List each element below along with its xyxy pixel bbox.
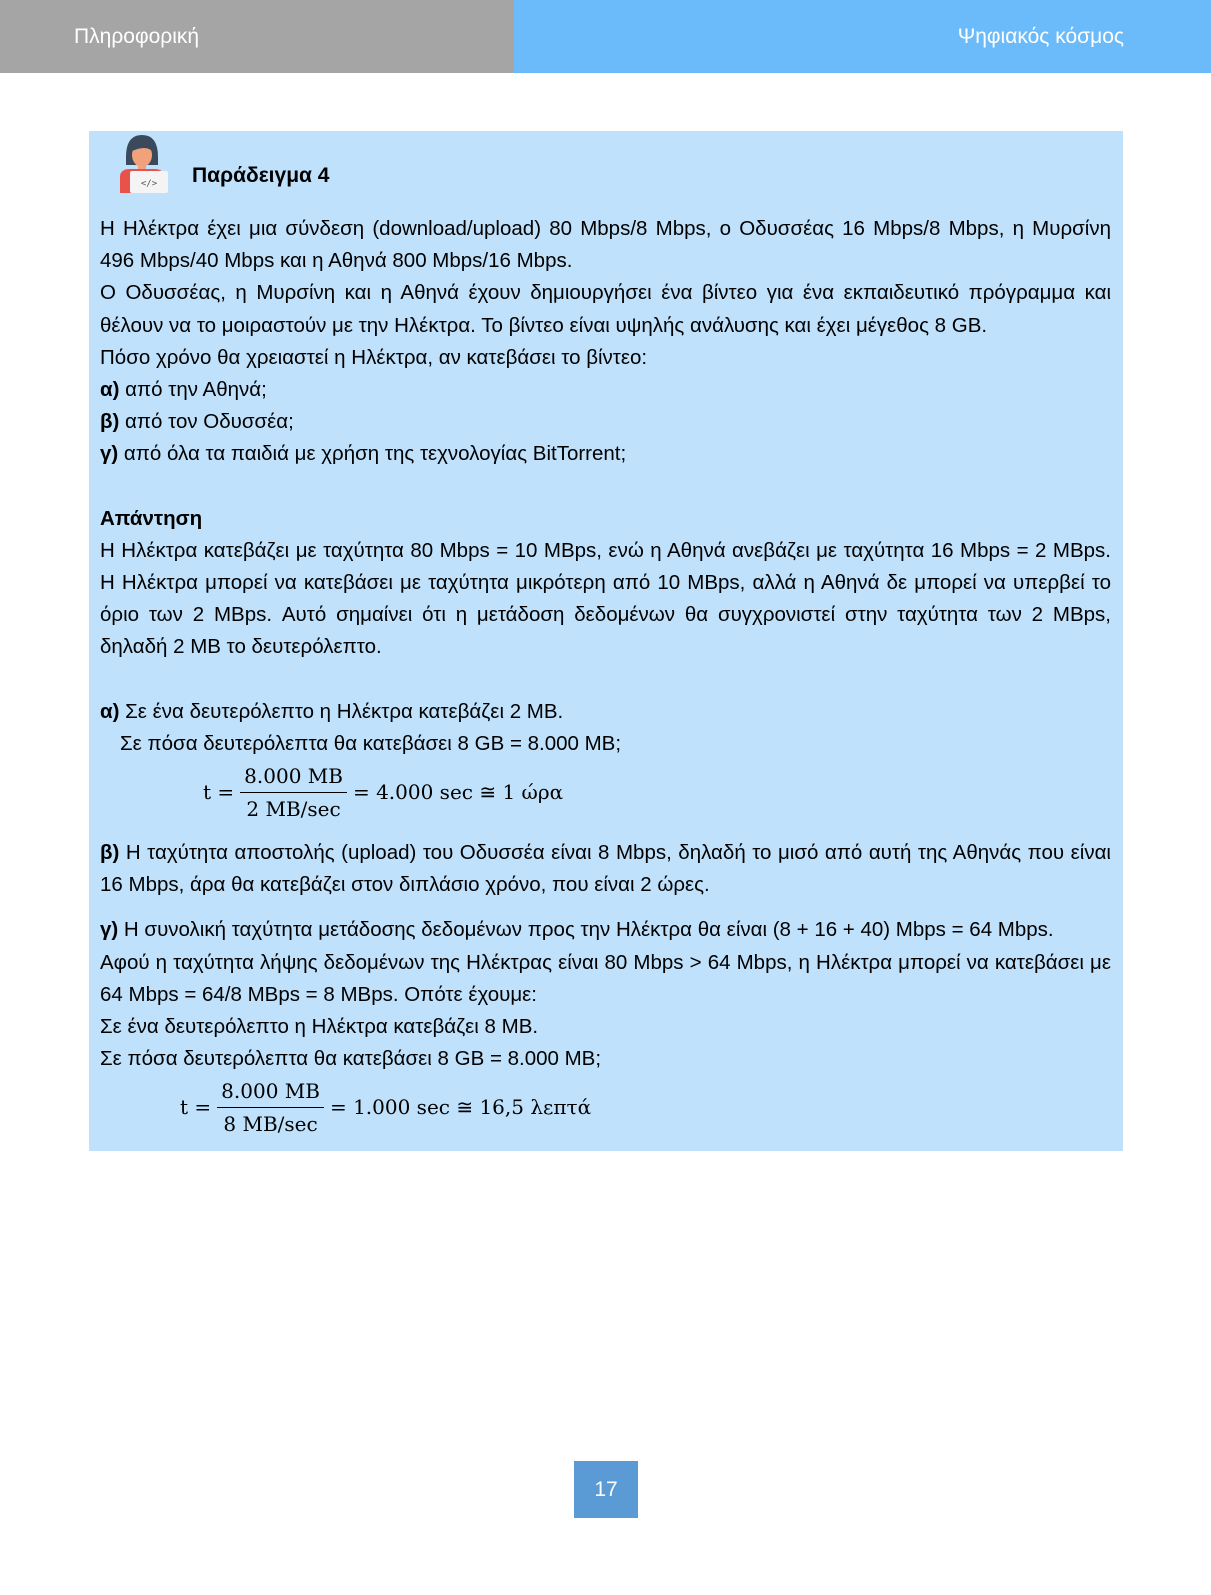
- formula-fraction: [217, 1077, 324, 1138]
- problem-text: Ο Οδυσσέας, η Μυρσίνη και η Αθηνά έχουν δημιουργήσει ένα βίντεο για ένα εκπαιδευτικό πρόγραμμα και θέλουν να το μοιραστούν με την Ηλέκτρα. Το βίντεο είναι υψηλής ανάλυσης και έχει μέγεθος 8 GB.: [100, 281, 1111, 337]
- answer-title: Απάντηση: [100, 506, 203, 530]
- part-b-text: β) Η ταχύτητα αποστολής (upload) του Οδυσσέα είναι 8 Mbps, δηλαδή το μισό από αυτή της Αθηνάς που είναι 16 Mbps, άρα θα κατεβάζει στον διπλάσιο χρόνο, που είναι 2 ώρες.: [100, 841, 1111, 897]
- formula-rhs: = 4.000 sec ≅ 1 ώρα: [352, 780, 564, 805]
- answer-intro: Η Ηλέκτρα κατεβάζει με ταχύτητα 80 Mbps = 10 MBps, ενώ η Αθηνά ανεβάζει με ταχύτητα 16 Mbps = 2 MBps. Η Ηλέκτρα μπορεί να κατεβάσει με ταχύτητα μικρότερη από 10 MBps, αλλά η Αθηνά δε μπορεί να υπερβεί το όριο των 2 MBps. Αυτό σημαίνει ότι η μετάδοση δεδομένων θα συγχρονιστεί στην ταχύτητα των 2 MBps, δηλαδή 2 MB το δευτερόλεπτο.: [100, 538, 1111, 659]
- formula-denominator: 8 MB/sec: [223, 1111, 318, 1136]
- formula-fraction: [240, 762, 347, 823]
- formula-lhs: t =: [180, 1095, 212, 1120]
- formula-a: [100, 760, 1111, 824]
- header-subject: Πληροφορική: [0, 0, 514, 73]
- formula-numerator: 8.000 MB: [217, 1077, 324, 1108]
- part-c-line1: γ) Η συνολική ταχύτητα μετάδοσης δεδομένων προς την Ηλέκτρα θα είναι (8 + 16 + 40) Mbps = 64 Mbps.: [100, 918, 1054, 942]
- part-a-line2: Σε πόσα δευτερόλεπτα θα κατεβάσει 8 GB = 8.000 MB;: [120, 731, 622, 755]
- part-c-line4: Σε πόσα δευτερόλεπτα θα κατεβάσει 8 GB = 8.000 MB;: [100, 1047, 602, 1071]
- header-chapter: Ψηφιακός κόσμος: [514, 0, 1211, 73]
- question-a: α) από την Αθηνά;: [100, 378, 267, 402]
- page-number: 17: [574, 1461, 638, 1518]
- part-c-line2: Αφού η ταχύτητα λήψης δεδομένων της Ηλέκτρας είναι 80 Mbps > 64 Mbps, η Ηλέκτρα μπορεί να κατεβάσει με 64 Mbps = 64/8 MBps = 8 MBps. Οπότε έχουμε:: [100, 950, 1111, 1006]
- part-a-line1: α) Σε ένα δευτερόλεπτο η Ηλέκτρα κατεβάζει 2 MB.: [100, 699, 564, 723]
- svg-text:</>: </>: [140, 179, 158, 189]
- person-laptop-icon: [114, 131, 170, 193]
- formula-c: [100, 1075, 1111, 1139]
- formula-rhs: = 1.000 sec ≅ 16,5 λεπτά: [329, 1095, 592, 1120]
- problem-text: Η Ηλέκτρα έχει μια σύνδεση (download/upload) 80 Mbps/8 Mbps, ο Οδυσσέας 16 Mbps/8 Mbps, η Μυρσίνη 496 Mbps/40 Mbps και η Αθηνά 800 Mbps/16 Mbps.: [100, 217, 1111, 273]
- formula-denominator: 2 MB/sec: [246, 796, 341, 821]
- example-box: [89, 131, 1123, 1151]
- example-header: [100, 131, 1111, 213]
- formula-numerator: 8.000 MB: [240, 762, 347, 793]
- question-c: γ) από όλα τα παιδιά με χρήση της τεχνολογίας BitTorrent;: [100, 442, 627, 466]
- formula-lhs: t =: [203, 780, 235, 805]
- example-title: Παράδειγμα 4: [192, 164, 330, 187]
- question-b: β) από τον Οδυσσέα;: [100, 410, 294, 434]
- problem-question: Πόσο χρόνο θα χρειαστεί η Ηλέκτρα, αν κατεβάσει το βίντεο:: [100, 345, 648, 369]
- part-c-line3: Σε ένα δευτερόλεπτο η Ηλέκτρα κατεβάζει 8 MB.: [100, 1015, 539, 1039]
